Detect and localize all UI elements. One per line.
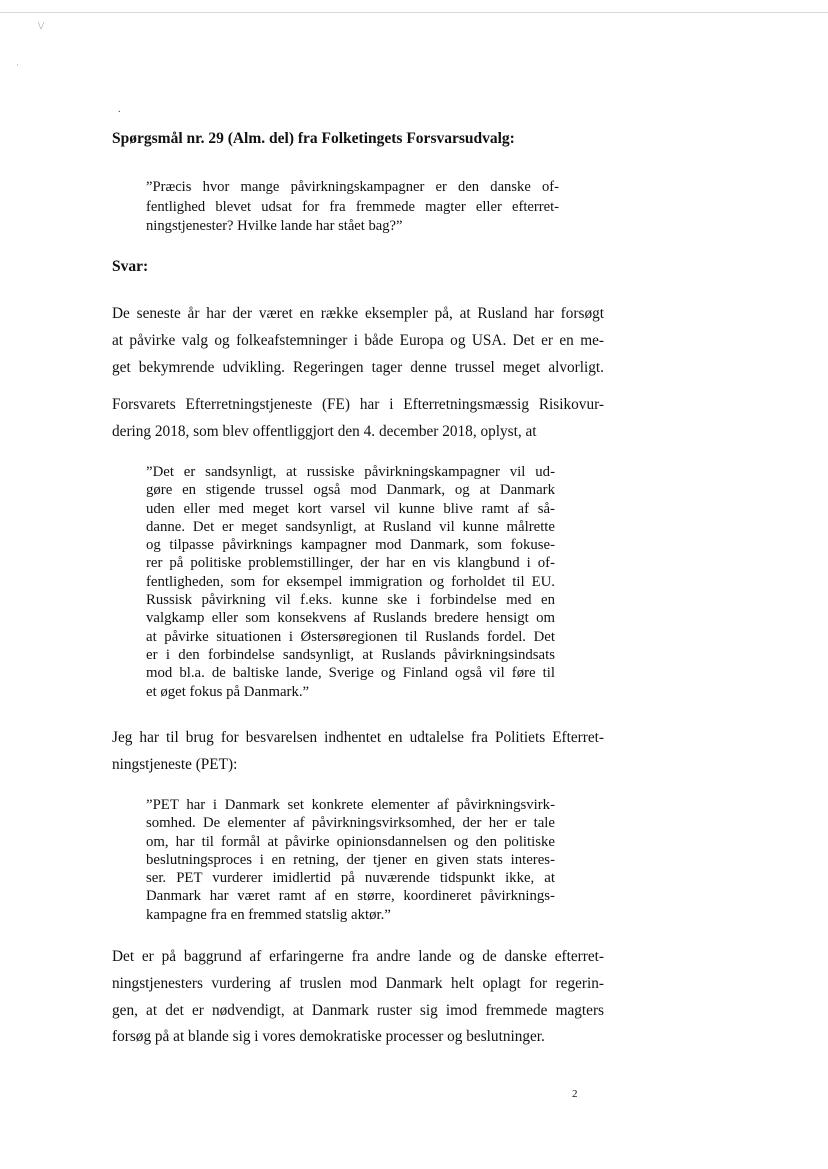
fe-quote-line: ”Det er sandsynligt, at russiske påvirkningskampagner vil ud-: [146, 464, 555, 480]
fe-quote-line: uden eller med meget kort varsel vil kunne blive ramt af så-: [146, 500, 555, 517]
pet-quote-line: om, har til formål at påvirke opinionsdannelsen og den politiske: [146, 833, 555, 850]
paragraph-line: gen, at det er nødvendigt, at Danmark ruster sig imod fremmede magters: [112, 1001, 604, 1019]
pet-quote-line: kampagne fra en fremmed statslig aktør.”: [146, 906, 391, 923]
question-quote-line: fentlighed blevet udsat for fra fremmede magter eller efterret-: [146, 198, 559, 215]
pet-quote-line: ser. PET vurderer imidlertid på nuværende tidspunkt ikke, at: [146, 870, 555, 887]
pet-quote-line: Danmark har været ramt af en større, koordineret påvirknings-: [146, 888, 555, 905]
fe-quote-line: Russisk påvirkning vil f.eks. kunne ske i forbindelse med en: [146, 592, 555, 609]
question-heading: Spørgsmål nr. 29 (Alm. del) fra Folketingets Forsvarsudvalg:: [112, 130, 515, 147]
pet-quote-line: ”PET har i Danmark set konkrete elementer af påvirkningsvirk-: [146, 797, 555, 813]
answer-label: Svar:: [112, 258, 149, 275]
paragraph-line: De seneste år har der været en række eksempler på, at Rusland har forsøgt: [112, 305, 604, 322]
fe-quote-line: mod bl.a. de baltiske lande, Sverige og Finland også vil føre til: [146, 665, 555, 682]
fe-quote-line: et øget fokus på Danmark.”: [146, 683, 310, 700]
paragraph-line: Jeg har til brug for besvarelsen indhentet en udtalelse fra Politiets Efterret-: [112, 729, 604, 746]
question-quote: [146, 178, 559, 237]
pet-quote-line: somhed. De elementer af påvirkningsvirksomhed, der her er tale: [146, 815, 555, 832]
fe-quote-line: fentligheden, som for eksempel immigration og forholdet til EU.: [146, 573, 555, 590]
paragraph-line: ningstjenesters vurdering af truslen mod Danmark helt oplagt for regerin-: [112, 974, 604, 992]
fe-quote-line: rer på politiske problemstillinger, der har en vis klangbund i of-: [146, 555, 555, 572]
paragraph-line: Det er på baggrund af erfaringerne fra andre lande og de danske efterret-: [112, 948, 604, 965]
paragraph-2: [112, 392, 604, 446]
paragraph-line: ningstjeneste (PET):: [112, 755, 238, 773]
fe-quote-line: er i den forbindelse sandsynligt, at Ruslands påvirkningsindsats: [146, 646, 555, 663]
question-quote-line: ningstjenester? Hvilke lande har stået bag?”: [146, 218, 403, 234]
paragraph-line: at påvirke valg og folkeafstemninger i både Europa og USA. Det er en me-: [112, 331, 604, 349]
paragraph-line: dering 2018, som blev offentliggjort den 4. december 2018, oplyst, at: [112, 422, 537, 440]
question-quote-line: ”Præcis hvor mange påvirkningskampagner er den danske of-: [146, 179, 559, 195]
fe-quote-line: valgkamp eller som konsekvens af Ruslands bredere hensigt om: [146, 610, 555, 627]
pet-quote-line: beslutningsproces i en retning, der tjener en given stats interes-: [146, 851, 555, 868]
fe-quote-line: gøre en stigende trussel også mod Danmark, og at Danmark: [146, 482, 555, 499]
fe-quote: [146, 463, 555, 701]
page-number: 2: [572, 1088, 578, 1100]
scan-speck: .: [118, 104, 121, 115]
pet-quote: [146, 796, 555, 924]
scan-speck: ·: [16, 60, 19, 70]
fe-quote-line: at påvirke situationen i Østersøregionen til Ruslands fordel. Det: [146, 628, 555, 645]
scan-edge-line: [0, 12, 828, 13]
paragraph-line: get bekymrende udvikling. Regeringen tager denne trussel meget alvorligt.: [112, 358, 604, 376]
fe-quote-line: og tilpasse påvirknings kampagner mod Danmark, som fokuse-: [146, 537, 555, 554]
scan-mark: \/: [38, 20, 45, 32]
paragraph-3: [112, 725, 604, 779]
paragraph-1: [112, 301, 604, 381]
paragraph-line: Forsvarets Efterretningstjeneste (FE) har i Efterretningsmæssig Risikovur-: [112, 396, 604, 413]
paragraph-line: forsøg på at blande sig i vores demokratiske processer og beslutninger.: [112, 1028, 545, 1046]
paragraph-4: [112, 944, 604, 1051]
fe-quote-line: danne. Det er meget sandsynligt, at Rusland vil kunne målrette: [146, 518, 555, 535]
